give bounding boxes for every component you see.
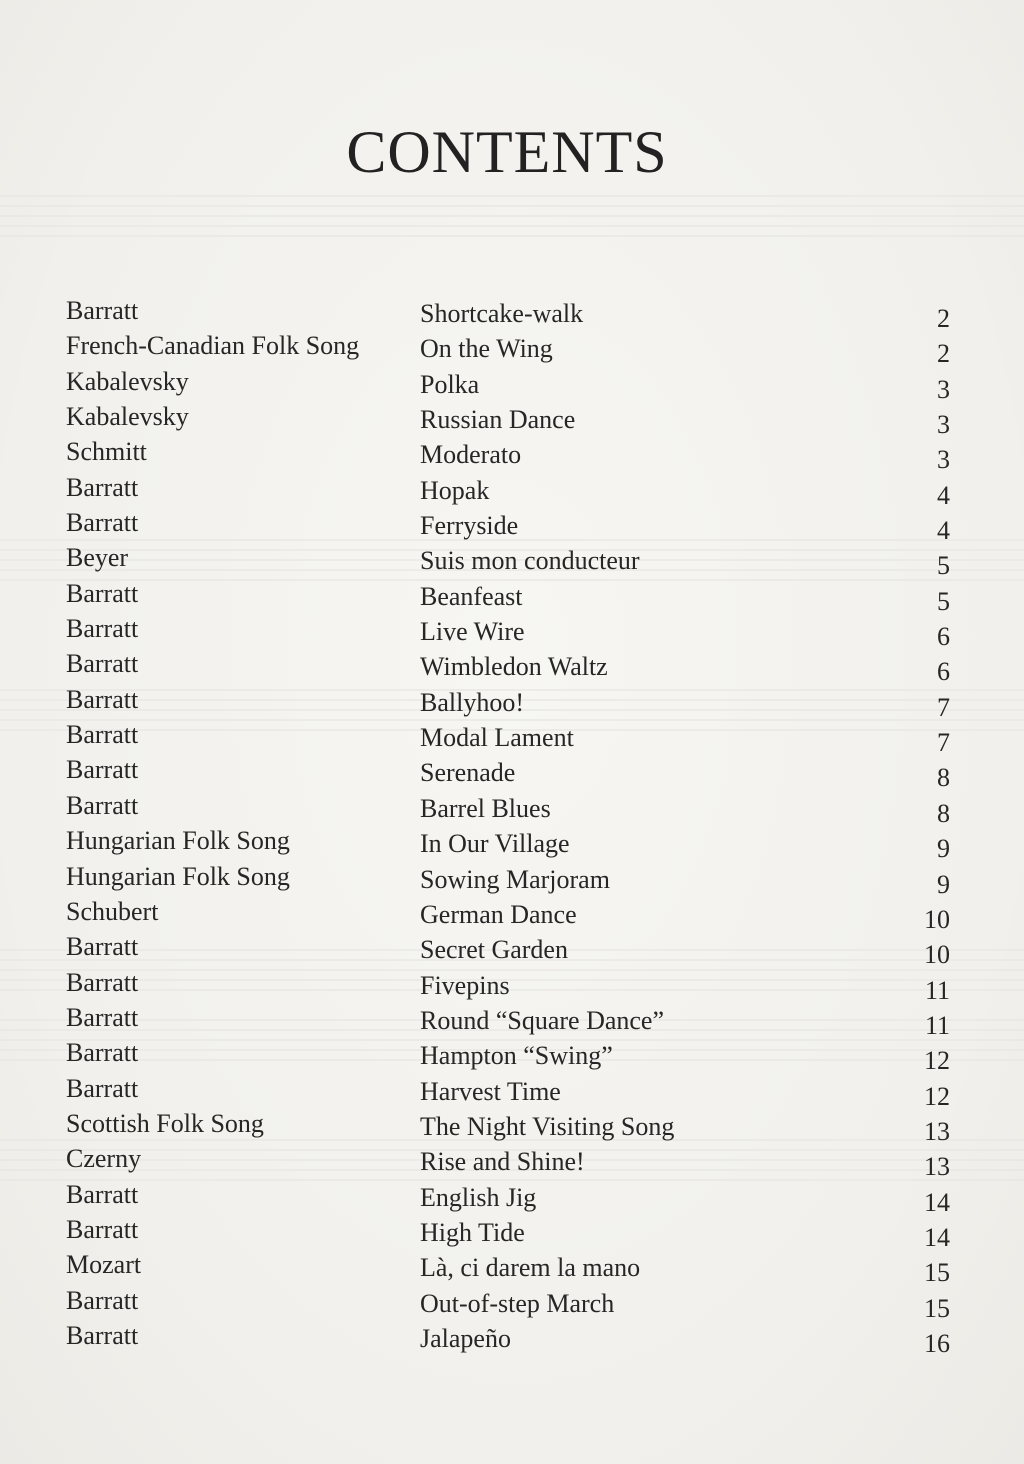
contents-entry (0, 826, 1024, 864)
composer-name: Barratt (66, 967, 139, 997)
piece-title: English Jig (420, 1182, 537, 1212)
piece-title: Out-of-step March (420, 1288, 615, 1318)
contents-entry (0, 1250, 1024, 1288)
page-number: 13 (924, 1152, 950, 1182)
composer-name: Barratt (66, 649, 139, 679)
page-number: 4 (937, 516, 950, 546)
page-number: 11 (924, 1010, 950, 1040)
composer-name: French-Canadian Folk Song (66, 331, 360, 361)
contents-entry (0, 1286, 1024, 1321)
page-number: 10 (924, 904, 950, 934)
composer-name: Kabalevsky (66, 402, 189, 432)
page-number: 9 (937, 869, 950, 899)
contents-entry (0, 862, 1024, 897)
contents-entry (0, 791, 1024, 826)
contents-entry (0, 508, 1024, 546)
composer-name: Barratt (66, 790, 139, 820)
contents-entry (0, 720, 1024, 758)
page-number: 7 (937, 728, 950, 758)
piece-title: Barrel Blues (420, 793, 551, 823)
composer-name: Barratt (66, 508, 139, 538)
piece-title: Jalapeño (420, 1323, 511, 1353)
page-title: CONTENTS (346, 119, 668, 185)
piece-title: On the Wing (420, 334, 553, 364)
piece-title: Hopak (420, 475, 490, 505)
piece-title: Wimbledon Waltz (420, 652, 608, 682)
page-number: 8 (937, 798, 950, 828)
contents-entry (0, 543, 1024, 581)
composer-name: Hungarian Folk Song (66, 861, 290, 891)
piece-title: Live Wire (420, 617, 525, 647)
piece-title: Round “Square Dance” (420, 1005, 665, 1035)
piece-title: Shortcake-walk (420, 299, 584, 328)
piece-title: Ferryside (420, 511, 519, 541)
composer-name: Hungarian Folk Song (66, 826, 290, 856)
page-number: 3 (937, 374, 950, 404)
page-number: 8 (937, 763, 950, 793)
page-number: 9 (937, 834, 950, 864)
contents-entry (0, 296, 1024, 331)
contents-entry (0, 649, 1024, 687)
composer-name: Schmitt (66, 437, 147, 467)
composer-name: Barratt (66, 932, 139, 962)
composer-name: Czerny (66, 1144, 142, 1174)
contents-entry (0, 1215, 1024, 1250)
composer-name: Barratt (66, 684, 139, 714)
contents-entry (0, 402, 1024, 440)
contents-entry (0, 1074, 1024, 1109)
composer-name: Kabalevsky (66, 366, 189, 396)
contents-entry (0, 1180, 1024, 1215)
page-number: 13 (924, 1116, 950, 1146)
page-number: 12 (924, 1081, 950, 1111)
composer-name: Barratt (66, 1214, 139, 1244)
page-number: 5 (937, 551, 950, 581)
composer-name: Barratt (66, 720, 139, 750)
composer-name: Barratt (66, 1038, 139, 1068)
page-number: 6 (937, 622, 950, 652)
piece-title: The Night Visiting Song (420, 1111, 675, 1141)
page-number: 3 (937, 445, 950, 475)
page-number: 14 (924, 1222, 950, 1252)
piece-title: Moderato (420, 440, 522, 470)
page-number: 11 (924, 975, 950, 1005)
composer-name: Barratt (66, 755, 139, 785)
page-number: 15 (924, 1293, 950, 1323)
composer-name: Mozart (66, 1250, 142, 1280)
contents-entry (0, 755, 1024, 793)
contents-entry (0, 437, 1024, 475)
composer-name: Beyer (66, 543, 129, 573)
piece-title: Secret Garden (420, 935, 568, 965)
composer-name: Barratt (66, 1073, 139, 1103)
page-number: 2 (937, 304, 950, 333)
page-number: 2 (937, 339, 950, 369)
piece-title: In Our Village (420, 829, 570, 859)
contents-entry (0, 1038, 1024, 1076)
contents-entry (0, 579, 1024, 614)
contents-list (0, 296, 1024, 1356)
page-number: 10 (924, 940, 950, 970)
contents-entry (0, 1003, 1024, 1038)
page-number: 3 (937, 410, 950, 440)
piece-title: Rise and Shine! (420, 1147, 585, 1177)
contents-entry (0, 614, 1024, 652)
piece-title: Hampton “Swing” (420, 1041, 613, 1071)
contents-entry (0, 331, 1024, 369)
piece-title: Fivepins (420, 970, 510, 1000)
composer-name: Schubert (66, 896, 159, 926)
composer-name: Barratt (66, 296, 139, 325)
page-number: 4 (937, 480, 950, 510)
page-number: 7 (937, 692, 950, 722)
composer-name: Barratt (66, 1285, 139, 1315)
contents-entry (0, 1144, 1024, 1182)
contents-entry (0, 367, 1024, 402)
piece-title: Modal Lament (420, 723, 574, 753)
composer-name: Barratt (66, 1320, 139, 1350)
composer-name: Barratt (66, 472, 139, 502)
piece-title: Polka (420, 369, 480, 399)
page-number: 6 (937, 657, 950, 687)
piece-title: Ballyhoo! (420, 687, 524, 717)
piece-title: Suis mon conducteur (420, 546, 640, 576)
page-number: 12 (924, 1046, 950, 1076)
contents-entry (0, 1109, 1024, 1144)
contents-entry (0, 1321, 1024, 1356)
composer-name: Barratt (66, 1179, 139, 1209)
composer-name: Scottish Folk Song (66, 1108, 264, 1138)
contents-entry (0, 473, 1024, 508)
piece-title: Russian Dance (420, 405, 576, 435)
piece-title: Serenade (420, 758, 516, 788)
piece-title: Harvest Time (420, 1076, 561, 1106)
piece-title: High Tide (420, 1217, 525, 1247)
contents-entry (0, 932, 1024, 970)
page-number: 5 (937, 586, 950, 616)
page-number: 14 (924, 1187, 950, 1217)
contents-entry (0, 897, 1024, 932)
page-number: 15 (924, 1258, 950, 1288)
piece-title: Là, ci darem la mano (420, 1253, 641, 1283)
piece-title: German Dance (420, 899, 577, 929)
contents-entry (0, 968, 1024, 1003)
composer-name: Barratt (66, 578, 139, 608)
contents-entry (0, 685, 1024, 720)
composer-name: Barratt (66, 614, 139, 644)
piece-title: Beanfeast (420, 581, 523, 611)
page-number: 16 (924, 1328, 950, 1358)
composer-name: Barratt (66, 1002, 139, 1032)
piece-title: Sowing Marjoram (420, 864, 610, 894)
